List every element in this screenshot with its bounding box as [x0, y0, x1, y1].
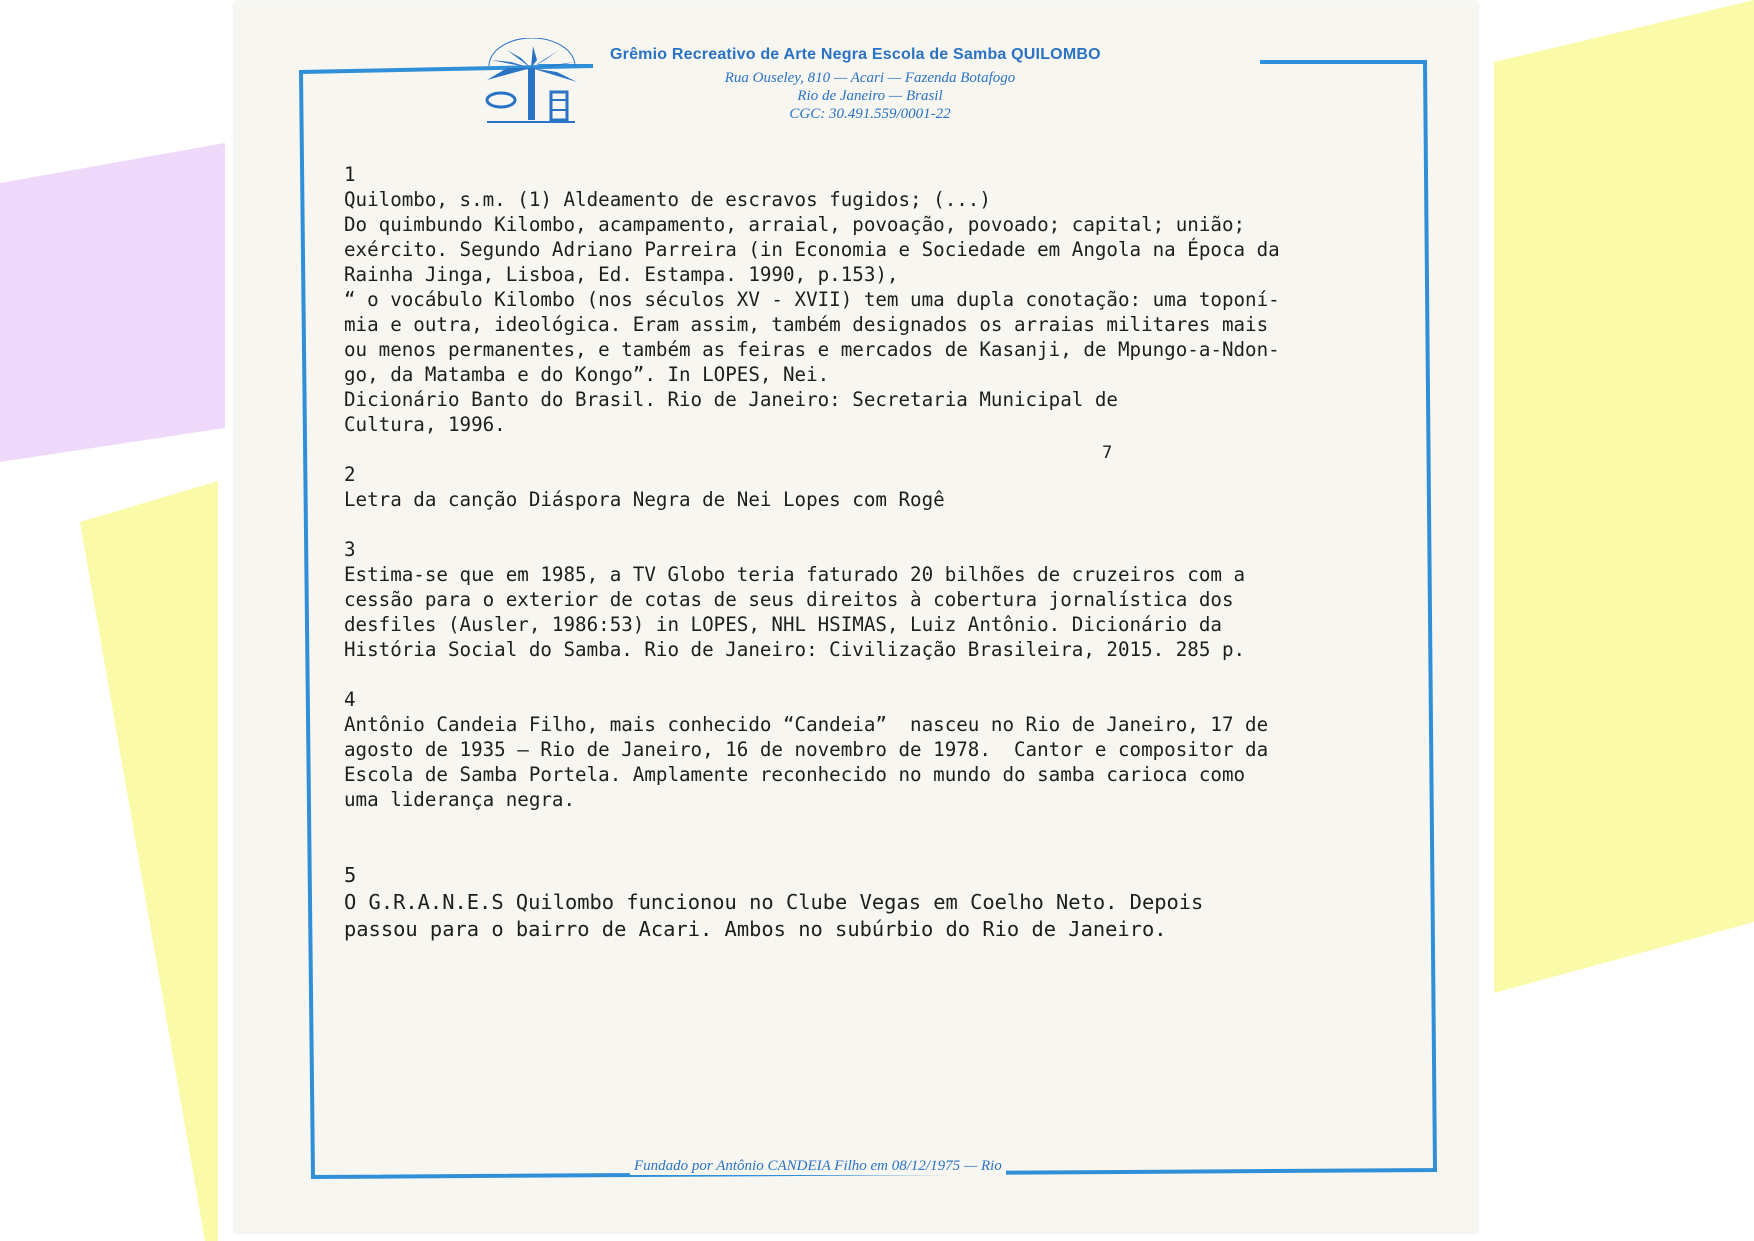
quilombo-logo-icon [477, 38, 587, 128]
footnote-line: passou para o bairro de Acari. Ambos no subúrbio do Rio de Janeiro. [344, 917, 1167, 941]
footnote-4 [344, 687, 1364, 812]
footnote-line: Quilombo, s.m. (1) Aldeamento de escravos fugidos; (...) [344, 188, 991, 211]
footnote-line: Rainha Jinga, Lisboa, Ed. Estampa. 1990, p.153), [344, 263, 899, 286]
footnote-line: mia e outra, ideológica. Eram assim, também designados os arraias militares mais [344, 313, 1269, 336]
footnote-line: Cultura, 1996. [344, 413, 506, 436]
footnote-number: 1 [344, 163, 356, 186]
footnote-line: exército. Segundo Adriano Parreira (in Economia e Sociedade em Angola na Época da [344, 238, 1280, 261]
footnotes [344, 162, 1364, 943]
footnote-line: Letra da canção Diáspora Negra de Nei Lopes com Rogê [344, 488, 945, 511]
cgc-number: CGC: 30.491.559/0001-22 [789, 106, 951, 122]
footnote-line: “ o vocábulo Kilombo (nos séculos XV - XVII) tem uma dupla conotação: uma toponí- [344, 288, 1280, 311]
footnote-line: cessão para o exterior de cotas de seus direitos à cobertura jornalística dos [344, 588, 1234, 611]
footnote-line: Antônio Candeia Filho, mais conhecido “Candeia” nasceu no Rio de Janeiro, 17 de [344, 713, 1269, 736]
footnote-1 [344, 162, 1364, 437]
footnote-line: Escola de Samba Portela. Amplamente reconhecido no mundo do samba carioca como [344, 763, 1246, 786]
footnote-5 [344, 862, 1364, 943]
footnote-number: 2 [344, 463, 356, 486]
yellow-shape-left [80, 481, 218, 1241]
footnote-line: Estima-se que em 1985, a TV Globo teria faturado 20 bilhões de cruzeiros com a [344, 563, 1246, 586]
founding-footer: Fundado por Antônio CANDEIA Filho em 08/12/1975 — Rio [630, 1158, 1006, 1175]
document-page [235, 2, 1477, 1232]
footnote-2 [344, 462, 1364, 512]
footnote-line: História Social do Samba. Rio de Janeiro: Civilização Brasileira, 2015. 285 p. [344, 638, 1246, 661]
purple-shape [0, 143, 225, 462]
organization-name: Grêmio Recreativo de Arte Negra Escola de Samba QUILOMBO [610, 46, 1101, 63]
footnote-number: 5 [344, 863, 357, 887]
footnote-number: 4 [344, 688, 356, 711]
footnote-line: uma liderança negra. [344, 788, 576, 811]
address-line-1: Rua Ouseley, 810 — Acari — Fazenda Botafogo [724, 70, 1016, 86]
footnote-line: Do quimbundo Kilombo, acampamento, arraial, povoação, povoado; capital; união; [344, 213, 1246, 236]
stray-mark: 7 [1102, 443, 1113, 463]
footnote-line: go, da Matamba e do Kongo”. In LOPES, Nei. [344, 363, 830, 386]
footnote-line: O G.R.A.N.E.S Quilombo funcionou no Clube Vegas em Coelho Neto. Depois [344, 890, 1204, 914]
footnote-line: desfiles (Ausler, 1986:53) in LOPES, NHL HSIMAS, Luiz Antônio. Dicionário da [344, 613, 1222, 636]
footnote-line: ou menos permanentes, e também as feiras e mercados de Kasanji, de Mpungo-a-Ndon- [344, 338, 1280, 361]
yellow-shape-right [1494, 0, 1754, 993]
address-line-2: Rio de Janeiro — Brasil [797, 88, 943, 104]
footnote-line: Dicionário Banto do Brasil. Rio de Janeiro: Secretaria Municipal de [344, 388, 1118, 411]
footnote-line: agosto de 1935 — Rio de Janeiro, 16 de novembro de 1978. Cantor e compositor da [344, 738, 1269, 761]
footnote-3 [344, 537, 1364, 662]
footnote-number: 3 [344, 538, 356, 561]
